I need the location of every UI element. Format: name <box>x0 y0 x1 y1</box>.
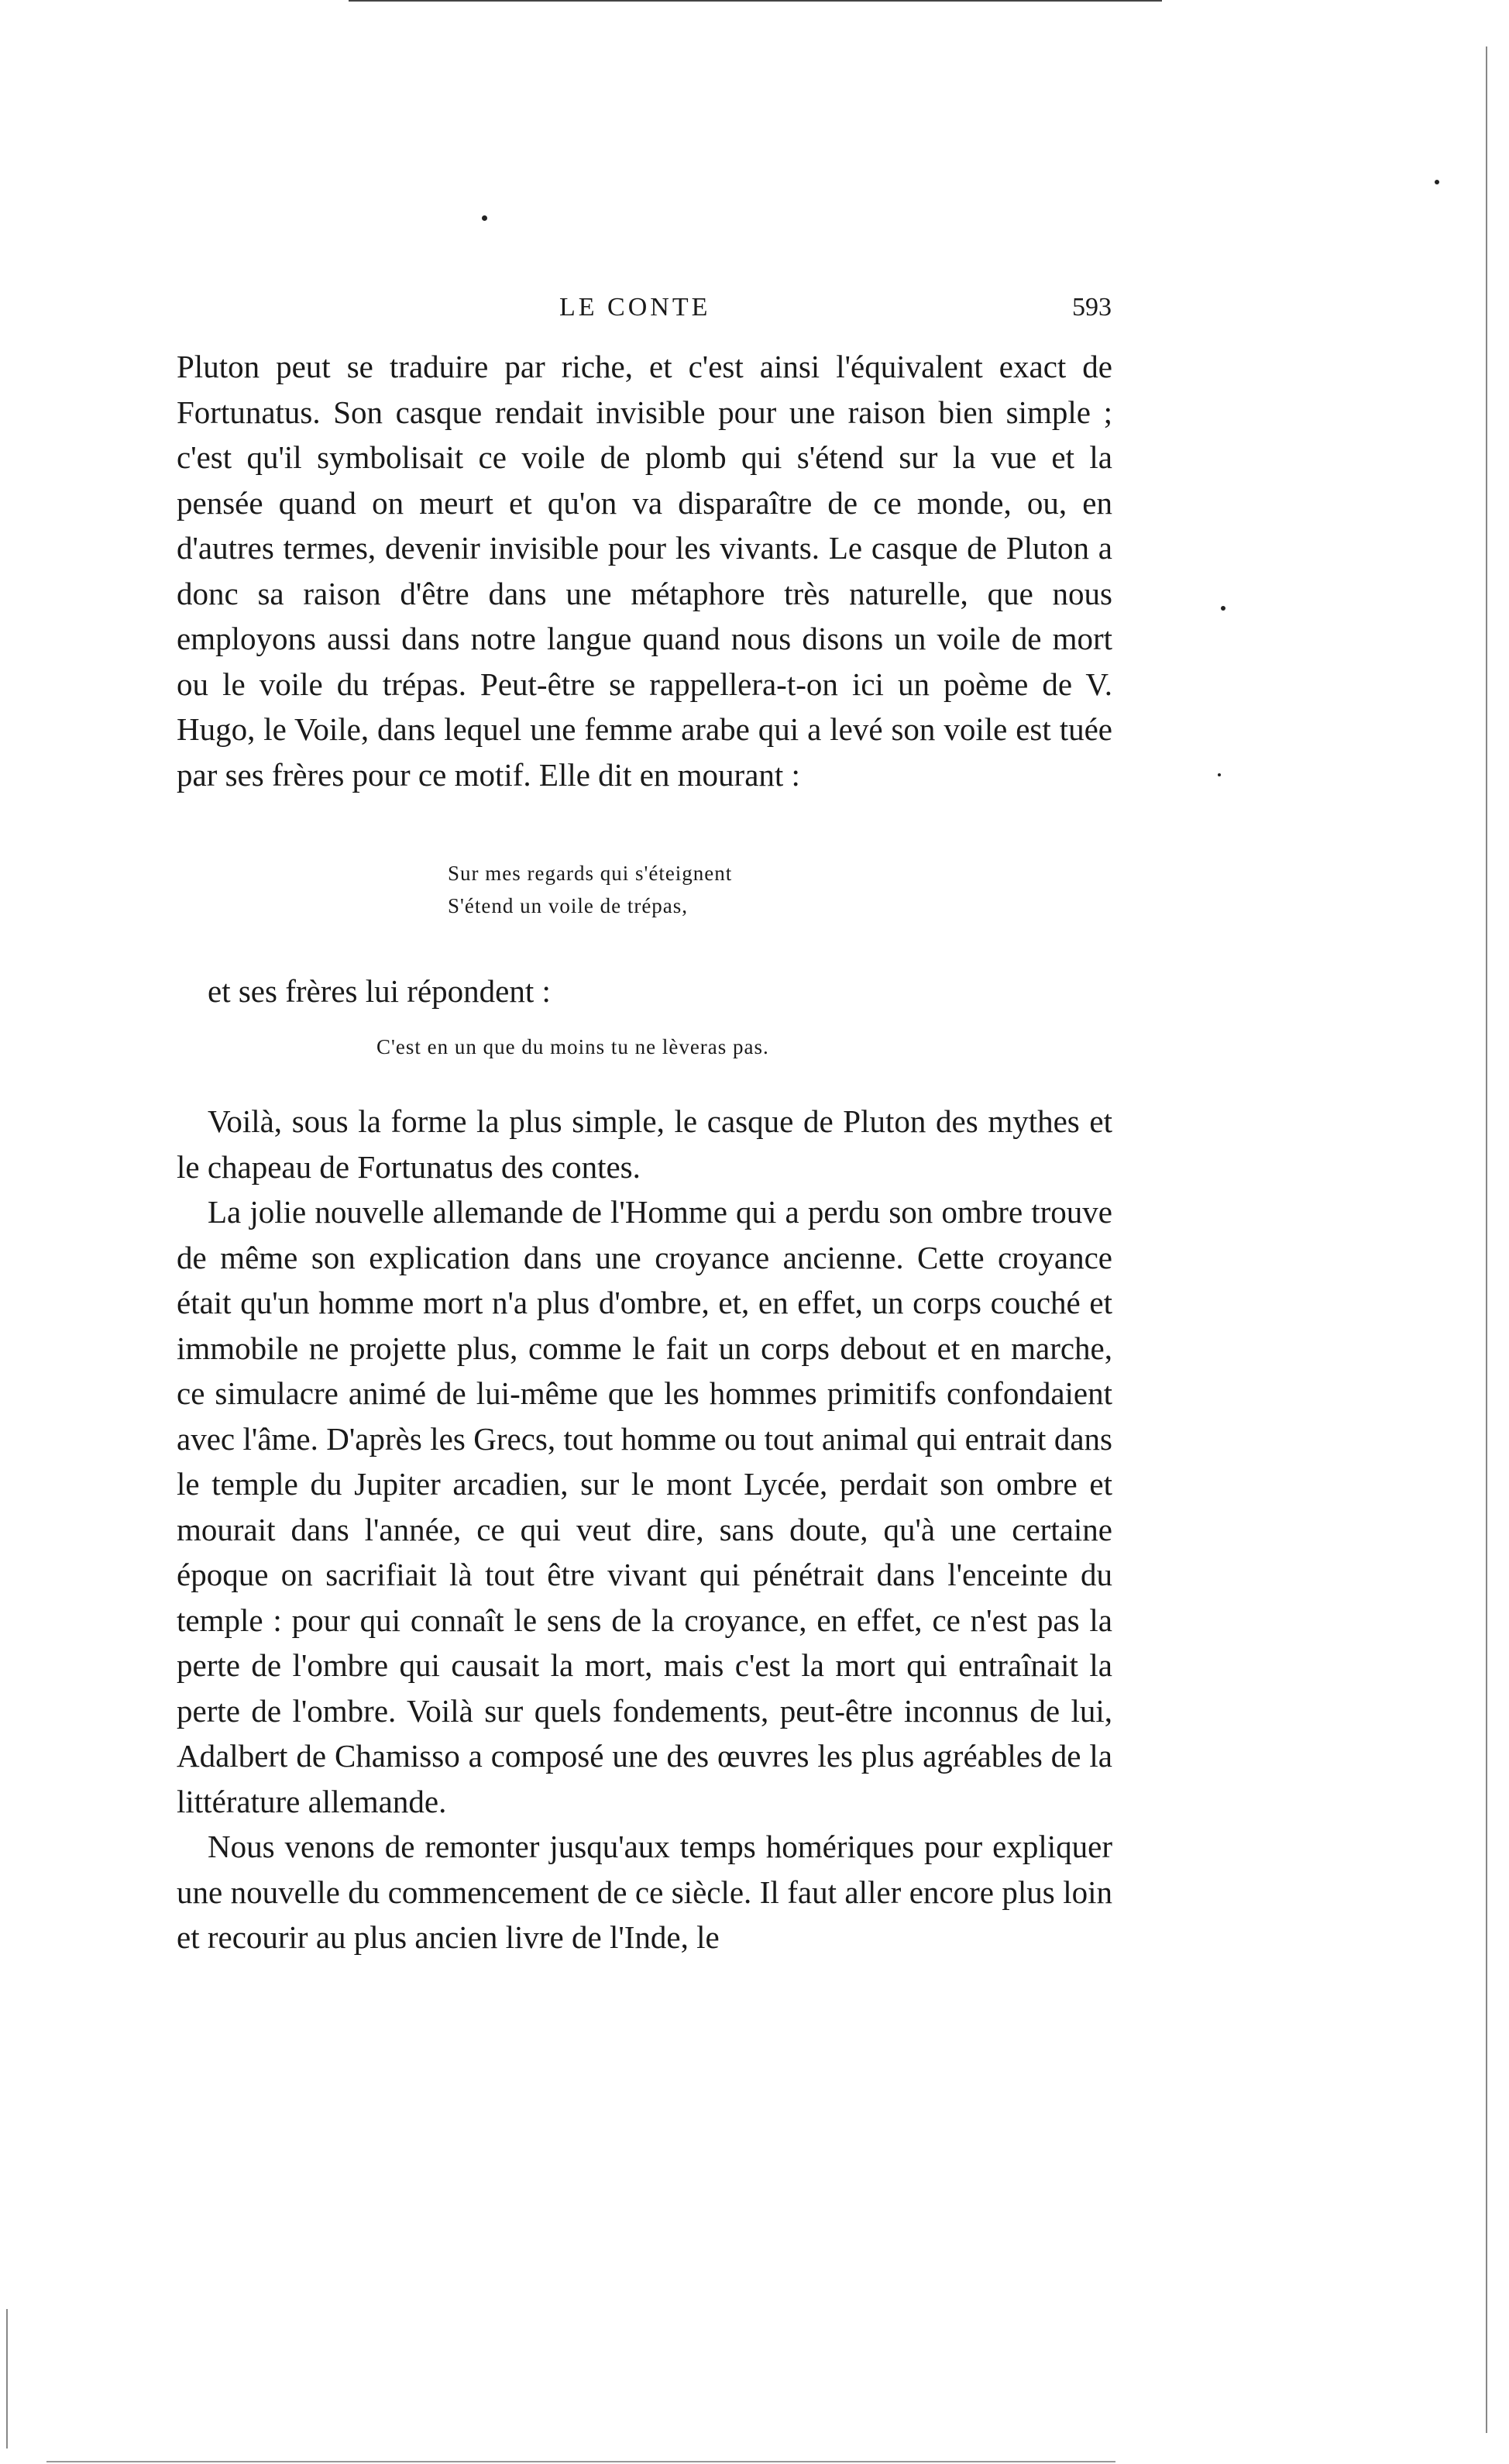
transition-line: et ses frères lui répondent : <box>208 973 551 1009</box>
paragraph-1: Pluton peut se traduire par riche, et c'est ainsi l'équivalent exact de Fortunatus. Son casque rendait invisible pour une raison bien simple ; c'est qu'il symbolisait ce voile de plomb qui s'étend sur la vue et la pensée quand on meurt et qu'on va disparaître de ce monde, ou, en d'autres termes, devenir invisible pour les vivants. Le casque de Pluton a donc sa raison d'être dans une métaphore très naturelle, que nous employons aussi dans notre langue quand nous disons un voile de mort ou le voile du trépas. Peut-être se rappellera-t-on ici un poème de V. Hugo, le Voile, dans lequel une femme arabe qui a levé son voile est tuée par ses frères pour ce motif. Elle dit en mourant : <box>177 349 1112 793</box>
body-continued <box>177 1099 1112 1960</box>
verse-1-line-1: Sur mes regards qui s'éteignent <box>448 862 733 885</box>
paragraph-4: Nous venons de remonter jusqu'aux temps homériques pour expliquer une nouvelle du commencement de ce siècle. Il faut aller encore plus loin et recourir au plus ancien livre de l'Inde, le <box>177 1829 1112 1955</box>
verse-2-line-1: C'est en un que du moins tu ne lèveras pas. <box>376 1035 769 1058</box>
scan-right-edge <box>1486 46 1487 2433</box>
scan-left-edge <box>6 2309 8 2449</box>
paragraph-2: Voilà, sous la forme la plus simple, le casque de Pluton des mythes et le chapeau de Fortunatus des contes. <box>177 1103 1112 1185</box>
verse-2 <box>376 1031 769 1063</box>
speck-1 <box>482 215 487 221</box>
running-head <box>0 293 1509 332</box>
paragraph-3: La jolie nouvelle allemande de l'Homme qui a perdu son ombre trouve de même son explication dans une croyance ancienne. Cette croyance était qu'un homme mort n'a plus d'ombre, et, en effet, un corps couché et immobile ne projette plus, comme le fait un corps debout et en marche, ce simulacre animé de lui-même que les hommes primitifs confondaient avec l'âme. D'après les Grecs, tout homme ou tout animal qui entrait dans le temple du Jupiter arcadien, sur le mont Lycée, perdait son ombre et mourait dans l'année, ce qui veut dire, sans doute, qu'à une certaine époque on sacrifiait là tout être vivant qui pénétrait dans l'enceinte du temple : pour qui connaît le sens de la croyance, en effet, ce n'est pas la perte de l'ombre qui causait la mort, mais c'est la mort qui entraînait la perte de l'ombre. Voilà sur quels fondements, peut-être inconnus de lui, Adalbert de Chamisso a composé une des œuvres les plus agréables de la littérature allemande. <box>177 1194 1112 1819</box>
verse-1-line-2: S'étend un voile de trépas, <box>448 894 689 917</box>
speck-3 <box>1218 773 1221 776</box>
running-head-title: LE CONTE <box>559 293 711 322</box>
page-number: 593 <box>1072 293 1112 322</box>
paragraph-1-block <box>177 344 1112 797</box>
speck-4 <box>1435 180 1439 184</box>
transition-block <box>208 969 1143 1014</box>
speck-2 <box>1221 606 1225 611</box>
verse-1 <box>448 857 732 922</box>
scan-bottom-edge <box>46 2461 1115 2462</box>
scan-top-edge <box>349 0 1162 2</box>
